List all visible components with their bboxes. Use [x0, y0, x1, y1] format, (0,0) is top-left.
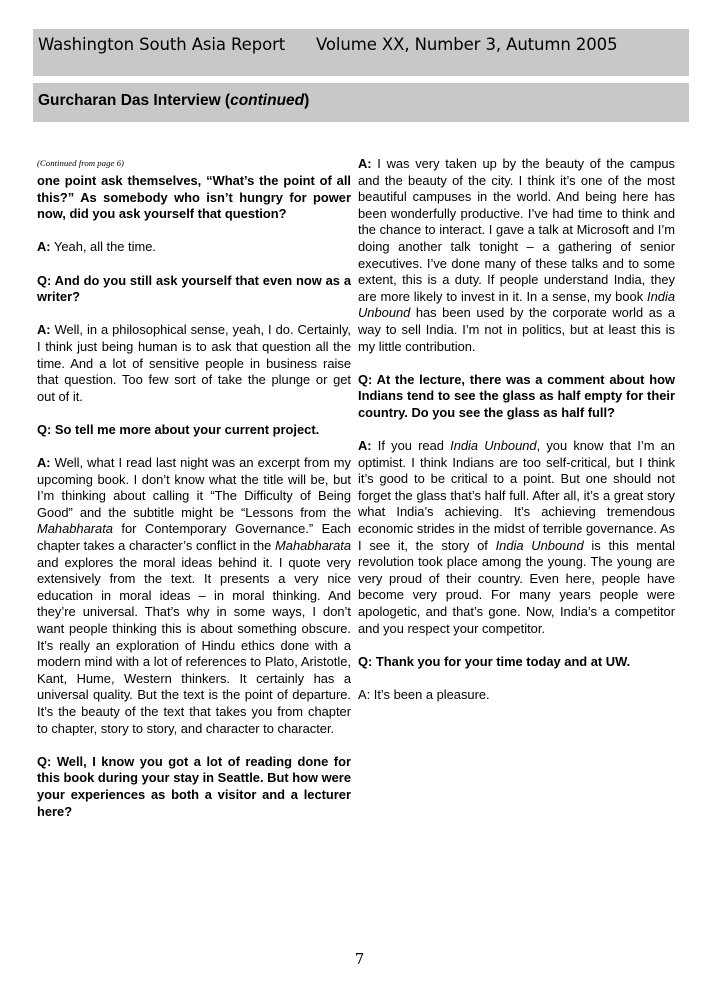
answer-label: A: [37, 455, 51, 471]
answer-label: A: [358, 156, 372, 171]
answer-2 [37, 322, 351, 405]
section-title-suffix: continued [230, 92, 305, 109]
question-4: Q: Well, I know you got a lot of reading done for this book during your stay in Seattle. But how were your experiences as both a visitor and a lecturer here? [37, 753, 351, 819]
answer-label: A: [37, 239, 51, 255]
page-number: 7 [354, 950, 365, 968]
answer-label: A: [358, 438, 372, 454]
answer-text: Well, in a philosophical sense, yeah, I do. Certainly, I think just being human is to ask that question all the time. And a lot of sensitive people in business raise that question. Too few sort of take the plunge or get out of it. [37, 322, 351, 404]
answer-1 [37, 239, 351, 256]
answer-text: I was very taken up by the beauty of the campus and the beauty of the city. I think it’s one of the most beautiful campuses in the world. And being here has been wonderfully productive. I’ve had time to think and the chance to interact. I gave a talk at Microsoft and I’m doing another talk tonight – a gathering of senior executives. I’ve done many of these talks and to some extent, this is a duty. If people understand India, they are more likely to invest in it. In a sense, my book [358, 156, 675, 304]
question-6: Q: Thank you for your time today and at UW. [358, 653, 631, 669]
answer-3 [37, 455, 351, 737]
section-title: Gurcharan Das Interview (continued) [38, 92, 310, 109]
question-2: Q: And do you still ask yourself that even now as a writer? [37, 272, 351, 305]
answer-5 [358, 438, 675, 637]
answer-text: is this mental revolution took place among the young. The young are very proud of their country. Even here, people have become very proud. For many years people were apologetic, and that’s gone. Now, India’s a competitor and you respect your competitor. [358, 537, 675, 636]
right-column [358, 156, 675, 720]
answer-label: A: [37, 322, 51, 338]
book-title-italic: Mahabharata [37, 521, 113, 537]
question-3: Q: So tell me more about your current project. [37, 421, 320, 437]
book-title-italic: Mahabharata [275, 538, 351, 554]
answer-text: Well, what I read last night was an excerpt from my upcoming book. I don’t know what the title will be, but I’m thinking about calling it “The Difficulty of Being Good” and the subtitle might be “Lessons from the [37, 455, 351, 520]
section-title-main: Gurcharan Das Interview [38, 92, 221, 109]
question-1: one point ask themselves, “What’s the point of all this?” As somebody who isn’t hungry for power now, did you ask yourself that question? [37, 173, 351, 222]
continued-note: (Continued from page 6) [37, 158, 124, 168]
book-title-italic: India Unbound [450, 438, 537, 454]
answer-text: Yeah, all the time. [50, 239, 156, 255]
question-5: Q: At the lecture, there was a comment about how Indians tend to see the glass as half empty for their country. Do you see the glass as half full? [358, 371, 675, 420]
masthead-text [38, 35, 617, 54]
section-title-bar [33, 83, 689, 122]
book-title-italic: India Unbound [495, 537, 584, 553]
answer-4 [358, 156, 675, 355]
left-column [37, 157, 351, 837]
answer-text: for Contemporary Governance.” Each chapter takes a character’s conflict in the [37, 521, 351, 554]
answer-text: and explores the moral ideas behind it. I quote very extensively from the text. It presents a very nice education in moral ideas – in moral thinking. And they’re universal. That’s why in some ways, I don’t want people thinking this is about something obscure. It’s really an exploration of Hindu ethics done with a modern mind with a lot of references to Plato, Aristotle, Kant, Hume, Western thinkers. It certainly has a universal quality. But the text is the point of departure. It’s the beauty of the text that takes you from chapter to chapter, story to story, and character to character. [37, 554, 351, 736]
issue-info: Volume XX, Number 3, Autumn 2005 [316, 35, 618, 54]
publication-name: Washington South Asia Report [38, 35, 286, 54]
answer-text: If you read [371, 438, 451, 454]
masthead-banner [33, 29, 689, 76]
answer-text: , you know that I’m an optimist. I think Indians are too self-critical, but I think it’s good to be critical to a point. But one should not forget the glass that’s half full. After all, it’s a great story what India’s achieving. It’s achieving tremendous economic strides in the midst of terrible governance. As I see it, the story of [358, 438, 675, 553]
answer-6: A: It’s been a pleasure. [358, 687, 490, 702]
book-title-italic: India Unbound [358, 288, 675, 321]
answer-text: has been used by the corporate world as a way to sell India. I’m not in politics, but at least this is my little contribution. [358, 305, 675, 354]
